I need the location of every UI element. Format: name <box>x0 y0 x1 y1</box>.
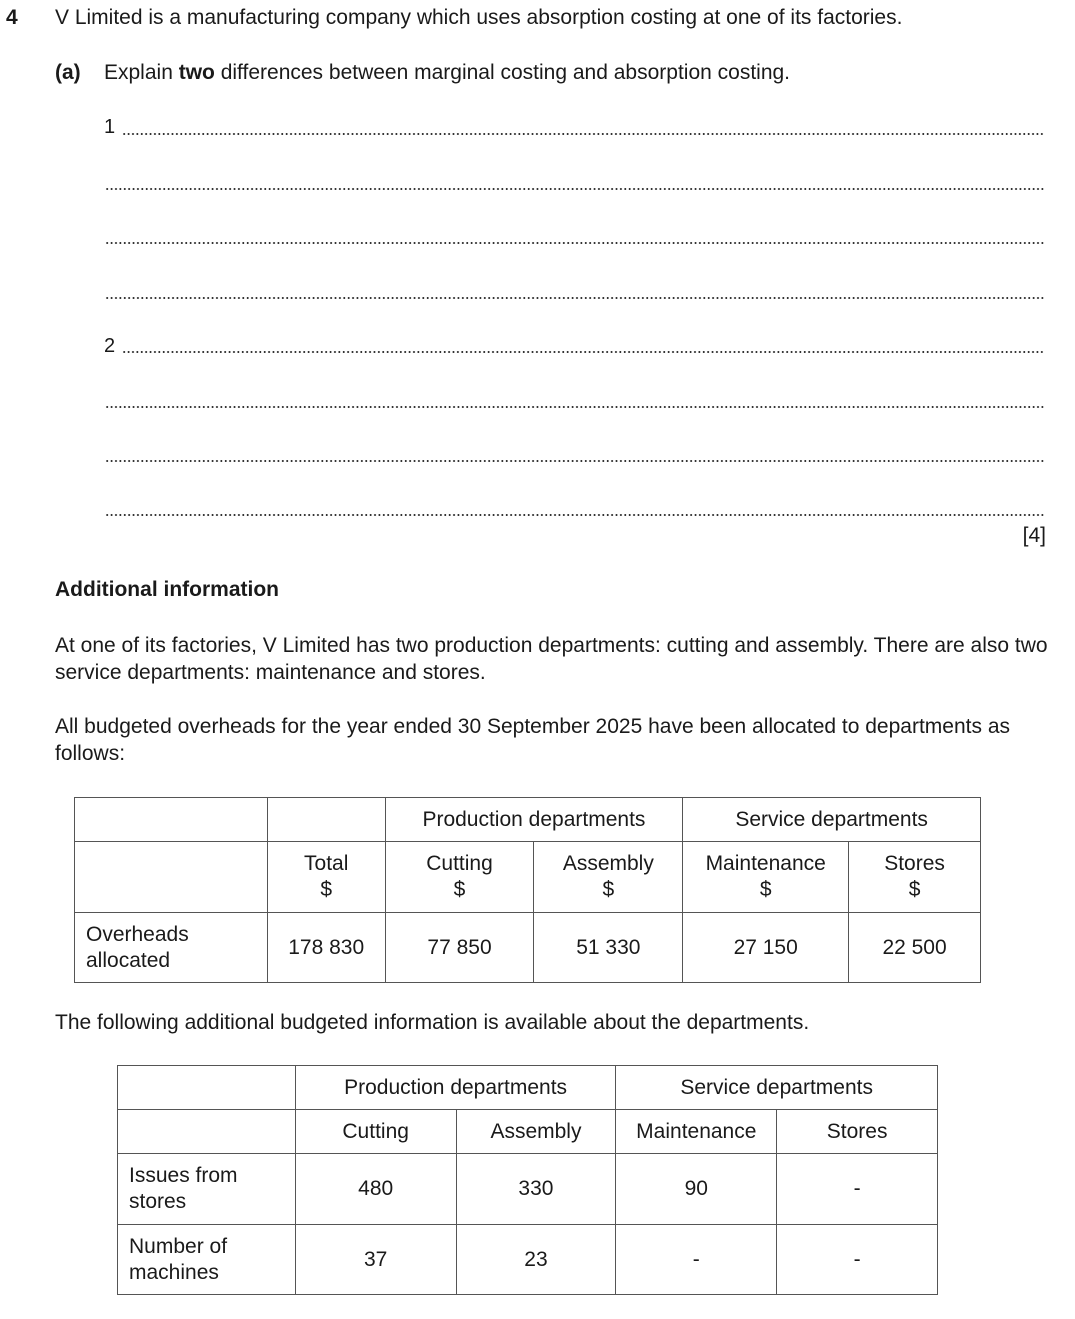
empty-cell <box>267 798 385 842</box>
question-number: 4 <box>6 6 18 29</box>
column-header-maintenance <box>683 842 849 913</box>
cell-stores: - <box>777 1225 938 1295</box>
row-label-line: machines <box>129 1260 219 1284</box>
prompt-text: differences between marginal costing and absorption costing. <box>214 61 791 84</box>
column-unit: $ <box>602 878 615 901</box>
empty-cell <box>118 1066 296 1110</box>
row-label-line: Number of <box>129 1234 228 1258</box>
answer-line-1d[interactable] <box>105 297 1045 299</box>
column-header-maintenance: Maintenance <box>616 1110 777 1154</box>
column-header-cutting: Cutting <box>295 1110 456 1154</box>
empty-cell <box>118 1110 296 1154</box>
cell-cutting: 77 850 <box>385 913 534 983</box>
cell-maintenance: - <box>616 1225 777 1295</box>
cell-cutting: 480 <box>295 1154 456 1225</box>
part-a-prompt <box>104 61 790 85</box>
overheads-table <box>74 797 981 983</box>
column-header-cutting <box>385 842 534 913</box>
cell-assembly: 51 330 <box>534 913 683 983</box>
column-unit: $ <box>320 878 333 901</box>
answer-number-1: 1 <box>104 116 116 138</box>
paragraph-overheads: All budgeted overheads for the year ended 30 September 2025 have been allocated to departments as follows: <box>55 715 1010 765</box>
row-label-line: allocated <box>86 948 171 972</box>
section-heading: Additional information <box>55 578 279 601</box>
cell-assembly: 23 <box>456 1225 616 1295</box>
column-name: Total <box>304 852 349 875</box>
answer-line-2d[interactable] <box>105 514 1045 516</box>
row-label <box>118 1154 296 1225</box>
answer-line-1b[interactable] <box>105 188 1045 190</box>
answer-line-2b[interactable] <box>105 406 1045 408</box>
cell-maintenance: 90 <box>616 1154 777 1225</box>
table-row <box>118 1110 938 1154</box>
column-header-assembly: Assembly <box>456 1110 616 1154</box>
prompt-text: Explain <box>104 61 179 84</box>
group-header-production: Production departments <box>385 798 683 842</box>
table-row <box>118 1154 938 1225</box>
column-header-stores <box>849 842 981 913</box>
column-name: Cutting <box>426 852 493 875</box>
empty-cell <box>75 842 268 913</box>
row-label-line: Issues from <box>129 1164 238 1187</box>
cell-assembly: 330 <box>456 1154 616 1225</box>
column-header-total <box>267 842 385 913</box>
table-row <box>75 842 981 913</box>
column-unit: $ <box>908 878 921 901</box>
row-label <box>75 913 268 983</box>
group-header-service: Service departments <box>683 798 981 842</box>
department-info-table <box>117 1065 938 1295</box>
table-row <box>75 798 981 842</box>
paragraph-additional-info: The following additional budgeted information is available about the departments. <box>55 1011 810 1034</box>
column-name: Maintenance <box>705 852 826 875</box>
marks-allocation: [4] <box>1022 524 1046 547</box>
answer-line-1a[interactable] <box>122 133 1045 135</box>
row-label <box>118 1225 296 1295</box>
column-header-assembly <box>534 842 683 913</box>
cell-cutting: 37 <box>295 1225 456 1295</box>
table-row <box>118 1225 938 1295</box>
column-unit: $ <box>453 878 466 901</box>
group-header-production: Production departments <box>295 1066 616 1110</box>
answer-line-2c[interactable] <box>105 460 1045 462</box>
answer-line-2a[interactable] <box>122 351 1045 353</box>
table-row <box>75 913 981 983</box>
cell-stores: - <box>777 1154 938 1225</box>
cell-total: 178 830 <box>267 913 385 983</box>
answer-line-1c[interactable] <box>105 242 1045 244</box>
part-a-label: (a) <box>55 61 81 84</box>
paragraph-departments: At one of its factories, V Limited has two production departments: cutting and assembly. There are also two service departments: maintenance and stores. <box>55 634 1048 684</box>
column-name: Stores <box>884 852 945 875</box>
answer-number-2: 2 <box>104 335 116 357</box>
table-row <box>118 1066 938 1110</box>
row-label-line: stores <box>129 1190 187 1213</box>
column-name: Assembly <box>562 852 654 875</box>
group-header-service: Service departments <box>616 1066 938 1110</box>
row-label-line: Overheads <box>86 922 189 946</box>
column-unit: $ <box>759 878 772 901</box>
empty-cell <box>75 798 268 842</box>
question-intro: V Limited is a manufacturing company which uses absorption costing at one of its factories. <box>55 6 903 29</box>
prompt-emphasis: two <box>178 61 215 84</box>
cell-stores: 22 500 <box>849 913 981 983</box>
cell-maintenance: 27 150 <box>683 913 849 983</box>
column-header-stores: Stores <box>777 1110 938 1154</box>
